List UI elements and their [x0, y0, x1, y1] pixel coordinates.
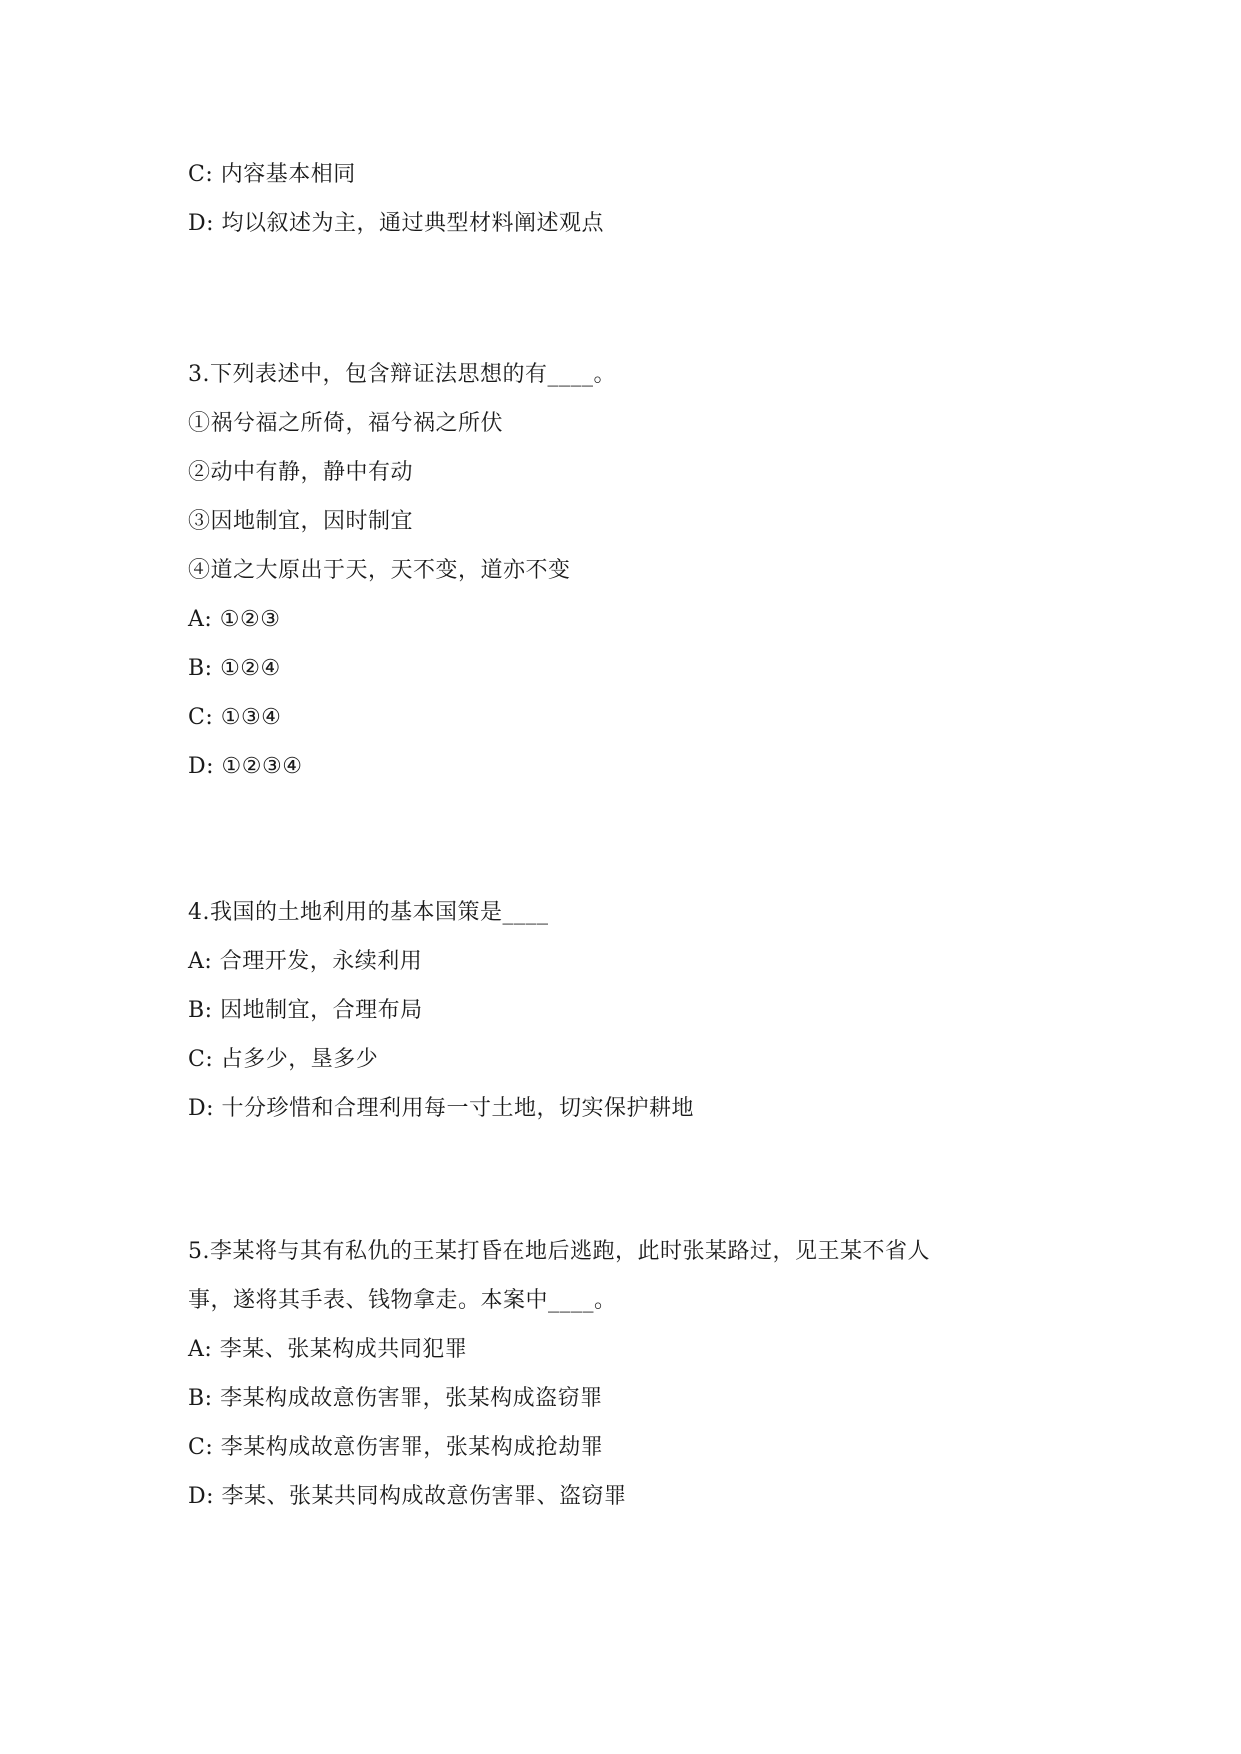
question-3: [188, 350, 1068, 791]
option-a: A: ①②③: [188, 607, 281, 632]
option-d: D: 十分珍惜和合理利用每一寸土地，切实保护耕地: [188, 1096, 695, 1121]
statement-1: ①祸兮福之所倚，福兮祸之所伏: [188, 411, 504, 436]
option-b: B: 因地制宜，合理布局: [188, 998, 423, 1023]
option-b: B: ①②④: [188, 656, 281, 681]
option-c: C: 内容基本相同: [188, 162, 356, 187]
option-d: D: 均以叙述为主，通过典型材料阐述观点: [188, 211, 605, 236]
question-5: [188, 1227, 1068, 1521]
question-stem-line-1: 5.李某将与其有私仇的王某打昏在地后逃跑，此时张某路过，见王某不省人: [188, 1239, 930, 1264]
option-c: C: ①③④: [188, 705, 282, 730]
statement-4: ④道之大原出于天，天不变，道亦不变: [188, 558, 571, 583]
option-a: A: 合理开发，永续利用: [188, 949, 423, 974]
option-d: D: ①②③④: [188, 754, 303, 779]
statement-3: ③因地制宜，因时制宜: [188, 509, 414, 534]
option-c: C: 占多少，垦多少: [188, 1047, 379, 1072]
previous-question-options: [188, 150, 1068, 248]
question-stem: 3.下列表述中，包含辩证法思想的有____。: [188, 362, 616, 387]
question-4: [188, 888, 1068, 1133]
option-b: B: 李某构成故意伤害罪，张某构成盗窃罪: [188, 1386, 603, 1411]
question-stem-line-2: 事，遂将其手表、钱物拿走。本案中____。: [188, 1288, 617, 1313]
question-stem: 4.我国的土地利用的基本国策是____: [188, 900, 549, 925]
option-d: D: 李某、张某共同构成故意伤害罪、盗窃罪: [188, 1484, 627, 1509]
option-a: A: 李某、张某构成共同犯罪: [188, 1337, 468, 1362]
statement-2: ②动中有静，静中有动: [188, 460, 414, 485]
option-c: C: 李某构成故意伤害罪，张某构成抢劫罪: [188, 1435, 604, 1460]
